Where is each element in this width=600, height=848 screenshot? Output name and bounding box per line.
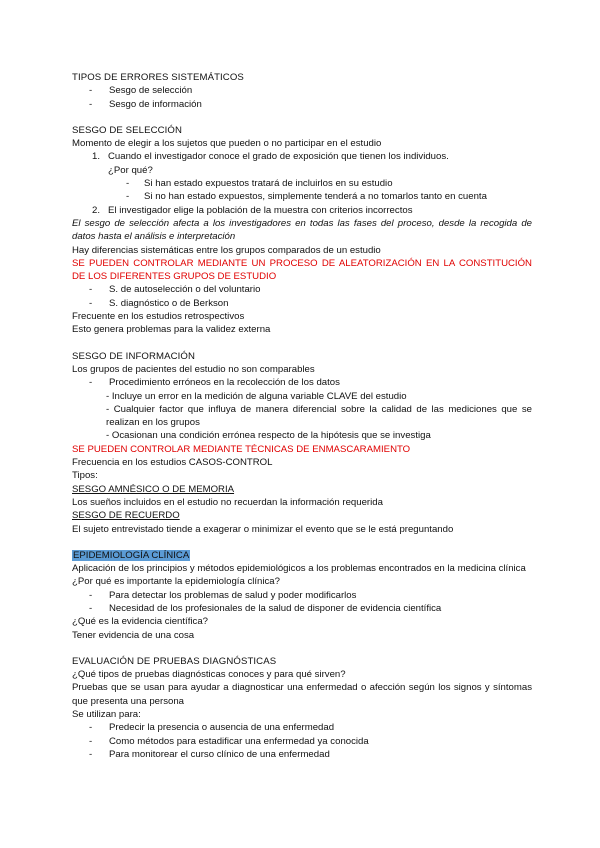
bullet-marker: - — [89, 735, 93, 747]
bullet-marker: - — [89, 602, 93, 614]
section-title-sesgo-informacion: SESGO DE INFORMACIÓN — [72, 350, 195, 362]
list-item: - Si han estado expuestos tratará de incluirlos en su estudio — [126, 178, 393, 190]
bullet-marker: - — [89, 377, 93, 389]
list-item: - S. de autoselección o del voluntario — [89, 284, 261, 296]
question: ¿Qué es la evidencia científica? — [72, 616, 208, 628]
paragraph: Frecuencia en los estudios CASOS-CONTROL — [72, 457, 273, 469]
list-item: - Para detectar los problemas de salud y poder modificarlos — [89, 589, 357, 601]
paragraph: El sujeto entrevistado tiende a exagerar o minimizar el evento que se le está preguntando — [72, 523, 454, 535]
bullet-marker: - — [89, 98, 93, 110]
bullet-marker: - — [89, 284, 93, 296]
paragraph: Pruebas que se usan para ayudar a diagnosticar una enfermedad o afección según los signos y síntomas que presenta una persona — [72, 682, 532, 707]
paragraph: Se utilizan para: — [72, 709, 141, 721]
list-item: - Necesidad de los profesionales de la salud de disponer de evidencia científica — [89, 602, 442, 614]
section-title-epidemiologia — [72, 549, 532, 562]
paragraph: Tipos: — [72, 470, 98, 482]
bullet-marker: - — [126, 178, 130, 190]
paragraph: Hay diferencias sistemáticas entre los grupos comparados de un estudio — [72, 244, 381, 256]
list-item: - Predecir la presencia o ausencia de una enfermedad — [89, 722, 335, 734]
list-item: - Si no han estado expuestos, simplemente tenderá a no tomarlos tanto en cuenta — [126, 191, 487, 203]
subheading-sesgo-amnesico: SESGO AMNÉSICO O DE MEMORIA — [72, 483, 235, 495]
list-item: - S. diagnóstico o de Berkson — [89, 297, 229, 309]
numbered-item: 2. El investigador elige la población de la muestra con criterios incorrectos — [92, 204, 413, 216]
question: ¿Por qué es importante la epidemiología clínica? — [72, 576, 280, 588]
red-note: SE PUEDEN CONTROLAR MEDIANTE UN PROCESO DE ALEATORIZACIÓN EN LA CONSTITUCIÓN DE LOS DIFERENTES GRUPOS DE ESTUDIO — [72, 257, 532, 283]
section-title-evaluacion-pruebas: EVALUACIÓN DE PRUEBAS DIAGNÓSTICAS — [72, 655, 277, 667]
section-title-sesgo-seleccion: SESGO DE SELECCIÓN — [72, 124, 183, 136]
bullet-marker: - — [89, 748, 93, 760]
sub-item: - Incluye un error en la medición de alguna variable CLAVE del estudio — [106, 390, 407, 402]
numbered-item: 1. Cuando el investigador conoce el grado de exposición que tienen los individuos. — [92, 151, 449, 163]
bullet-marker: - — [89, 589, 93, 601]
list-item: - Como métodos para estadificar una enfermedad ya conocida — [89, 735, 369, 747]
paragraph: Los sueños incluidos en el estudio no recuerdan la información requerida — [72, 496, 383, 508]
paragraph: Momento de elegir a los sujetos que pueden o no participar en el estudio — [72, 138, 382, 150]
list-item: - Sesgo de selección — [89, 85, 193, 97]
subheading-sesgo-recuerdo: SESGO DE RECUERDO — [72, 510, 180, 522]
paragraph: Frecuente en los estudios retrospectivos — [72, 311, 245, 323]
list-item: - Procedimiento erróneos en la recolección de los datos — [89, 377, 340, 389]
paragraph: Aplicación de los principios y métodos epidemiológicos a los problemas encontrados en la medicina clínica — [72, 563, 526, 575]
document-content — [72, 71, 532, 761]
paragraph: Tener evidencia de una cosa — [72, 629, 195, 641]
bullet-marker: - — [89, 297, 93, 309]
paragraph: Esto genera problemas para la validez externa — [72, 324, 271, 336]
bullet-marker: - — [89, 85, 93, 97]
italic-paragraph: El sesgo de selección afecta a los investigadores en todas las fases del proceso, desde la recogida de datos hasta el análisis e interpretación — [72, 217, 532, 243]
question: ¿Qué tipos de pruebas diagnósticas conoces y para qué sirven? — [72, 669, 346, 681]
sub-item: - Cualquier factor que influya de manera diferencial sobre la calidad de las mediciones que se realizan en los grupos — [106, 403, 532, 429]
sub-item: - Ocasionan una condición errónea respecto de la hipótesis que se investiga — [106, 430, 431, 442]
bullet-marker: - — [126, 191, 130, 203]
bullet-marker: - — [89, 722, 93, 734]
question: ¿Por qué? — [108, 164, 153, 176]
red-note: SE PUEDEN CONTROLAR MEDIANTE TÉCNICAS DE ENMASCARAMIENTO — [72, 443, 411, 455]
list-item: - Sesgo de información — [89, 98, 202, 110]
paragraph: Los grupos de pacientes del estudio no son comparables — [72, 363, 315, 375]
list-item: - Para monitorear el curso clínico de una enfermedad — [89, 748, 330, 760]
highlighted-title: EPIDEMIOLOGÍA CLÍNICA — [73, 549, 190, 561]
section-title-tipos-errores: TIPOS DE ERRORES SISTEMÁTICOS — [72, 72, 244, 83]
